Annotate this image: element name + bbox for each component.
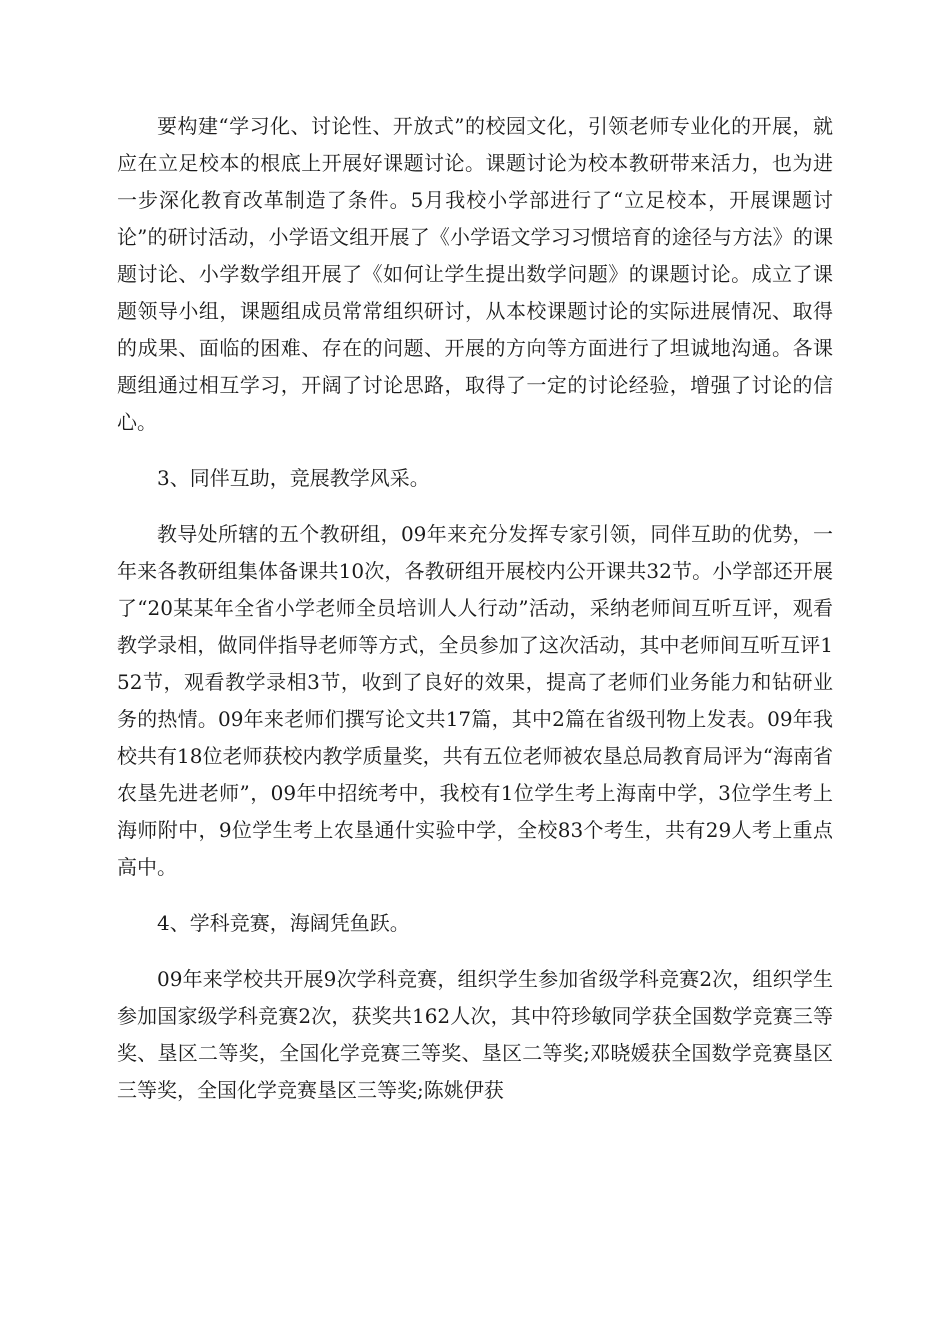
paragraph-research-topics: 要构建“学习化、讨论性、开放式”的校园文化，引领老师专业化的开展，就应在立足校本的根底上开展好课题讨论。课题讨论为校本教研带来活力，也为进一步深化教育改革制造了条件。5月我校小学部进行了“立足校本，开展课题讨论”的研讨活动，小学语文组开展了《小学语文学习习惯培育的途径与方法》的课题讨论、小学数学组开展了《如何让学生提出数学问题》的课题讨论。成立了课题领导小组，课题组成员常常组织研讨，从本校课题讨论的实际进展情况、取得的成果、面临的困难、存在的问题、开展的方向等方面进行了坦诚地沟通。各课题组通过相互学习，开阔了讨论思路，取得了一定的讨论经验，增强了讨论的信心。	[117, 114, 833, 434]
section-heading-competitions: 4、学科竞赛，海阔凭鱼跃。	[157, 911, 410, 935]
section-heading-peer-support: 3、同伴互助，竞展教学风采。	[157, 466, 430, 490]
document-body	[117, 108, 833, 1109]
paragraph-teaching-groups: 教导处所辖的五个教研组，09年来充分发挥专家引领，同伴互助的优势，一年来各教研组集体备课共10次，各教研组开展校内公开课共32节。小学部还开展了“20某某年全省小学老师全员培训人人行动”活动，采纳老师间互听互评，观看教学录相，做同伴指导老师等方式，全员参加了这次活动，其中老师间互听互评152节，观看教学录相3节，收到了良好的效果，提高了老师们业务能力和钻研业务的热情。09年来老师们撰写论文共17篇，其中2篇在省级刊物上发表。09年我校共有18位老师获校内教学质量奖，共有五位老师被农垦总局教育局评为“海南省农垦先进老师”，09年中招统考中，我校有1位学生考上海南中学，3位学生考上海师附中，9位学生考上农垦通什实验中学，全校83个考生，共有29人考上重点高中。	[117, 522, 833, 879]
paragraph-competition-results: 09年来学校共开展9次学科竞赛，组织学生参加省级学科竞赛2次，组织学生参加国家级学科竞赛2次，获奖共162人次，其中符珍敏同学获全国数学竞赛三等奖、垦区二等奖，全国化学竞赛三等奖、垦区二等奖;邓晓媛获全国数学竞赛垦区三等奖，全国化学竞赛垦区三等奖;陈姚伊获	[117, 967, 833, 1102]
